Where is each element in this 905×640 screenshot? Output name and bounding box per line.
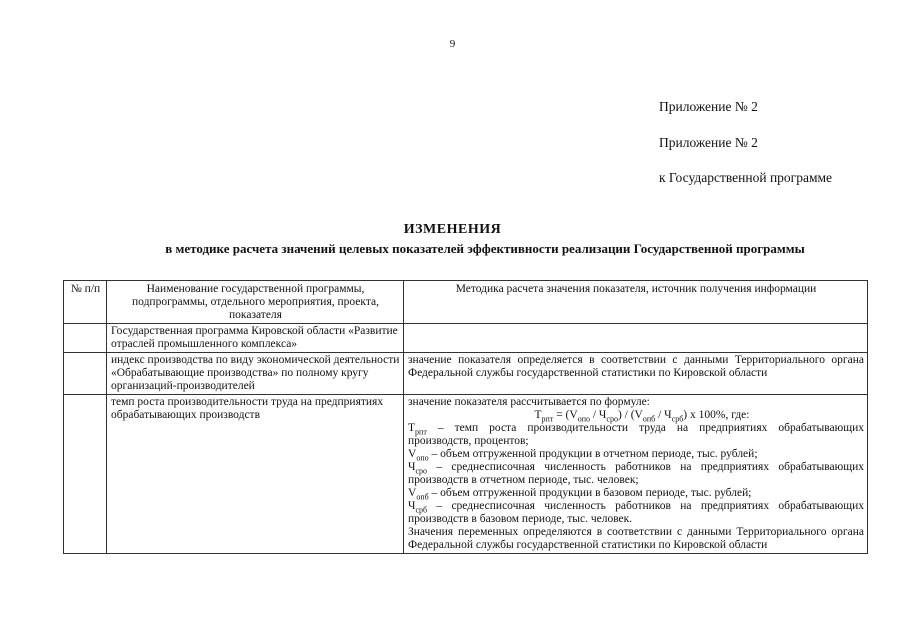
- definition-item: $Т_{рпт}$ – темп роста производительности труда на предприятиях обрабатывающих производств, процентов;: [408, 422, 864, 447]
- definition-item: $Ч_{срб}$ – среднесписочная численность работников на предприятиях обрабатывающих производств в базовом периоде, тыс. человек.: [408, 500, 864, 525]
- formula: $Т_{рпт} = (V_{опо} / Ч_{сро}) / (V_{опб} / Ч_{срб})$ x 100%, где:: [534, 409, 750, 424]
- header-name: Наименование государственной программы, подпрограммы, отдельного мероприятия, проекта, показателя: [107, 281, 404, 324]
- row-method: [404, 324, 868, 353]
- table-row: [64, 395, 868, 554]
- document-title: ИЗМЕНЕНИЯ: [403, 222, 502, 237]
- header-num: № п/п: [64, 281, 107, 324]
- table-row: [64, 324, 868, 353]
- header-method: Методика расчета значения показателя, источник получения информации: [404, 281, 868, 324]
- row-method: [404, 395, 868, 554]
- changes-table: [63, 280, 868, 554]
- table-row: [64, 353, 868, 395]
- row-name: индекс производства по виду экономической деятельности «Обрабатывающие производства» по полному кругу организаций-производителей: [107, 353, 404, 395]
- document-subtitle: в методике расчета значений целевых показателей эффективности реализации Государственной программы: [165, 241, 805, 256]
- row-name: Государственная программа Кировской области «Развитие отраслей промышленного комплекса»: [107, 324, 404, 353]
- page-number: 9: [449, 38, 456, 50]
- appendix-line-2: Приложение № 2: [659, 135, 758, 150]
- definition-item: $V_{опб}$ – объем отгруженной продукции в базовом периоде, тыс. рублей;: [408, 487, 752, 502]
- definition-item: $Ч_{сро}$ – среднесписочная численность работников на предприятиях обрабатывающих производств в отчетном периоде, тыс. человек;: [408, 461, 864, 486]
- row-num: [64, 395, 107, 554]
- row-num: [64, 324, 107, 353]
- table-header-row: [64, 281, 868, 324]
- appendix-line-3: к Государственной программе: [659, 170, 833, 185]
- row-num: [64, 353, 107, 395]
- definition-item: $V_{опо}$ – объем отгруженной продукции в отчетном периоде, тыс. рублей;: [408, 448, 758, 463]
- appendix-line-1: Приложение № 2: [659, 99, 758, 114]
- row-method: значение показателя определяется в соответствии с данными Территориального органа Федеральной службы государственной статистики по Кировской области: [404, 353, 868, 395]
- row-name: темп роста производительности труда на предприятиях обрабатывающих производств: [107, 395, 404, 554]
- method-intro: значение показателя рассчитывается по формуле:: [408, 396, 650, 408]
- method-closing: Значения переменных определяются в соответствии с данными Территориального органа Федеральной службы государственной статистики по Кировской области: [408, 526, 864, 551]
